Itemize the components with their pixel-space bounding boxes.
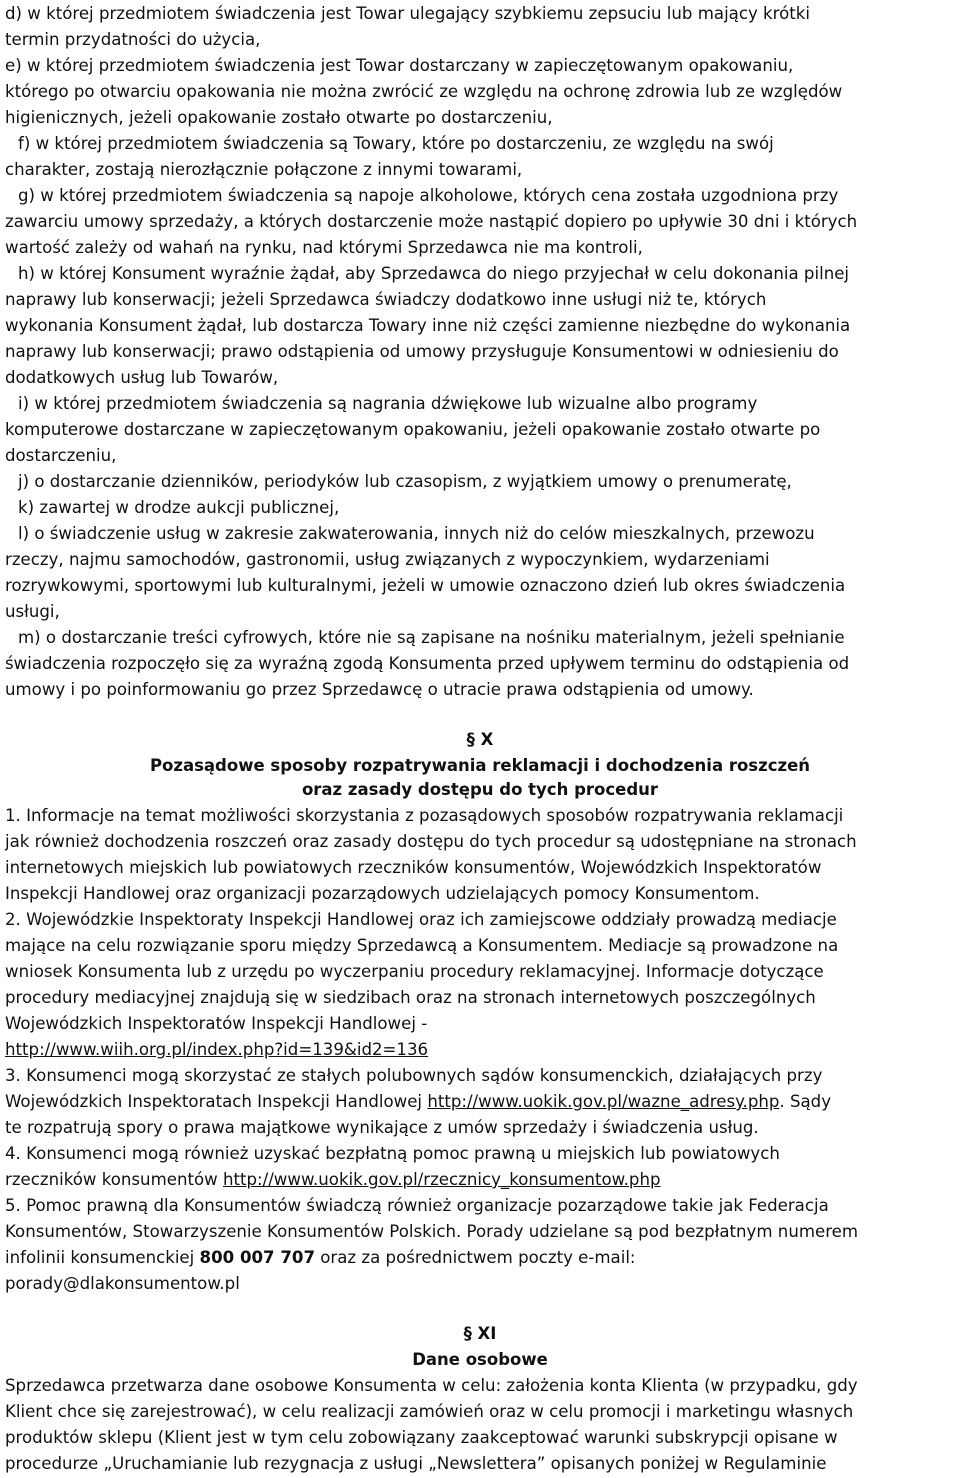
list-item-m-line3: umowy i po poinformowaniu go przez Sprzedawcę o utracie prawa odstąpienia od umowy. (5, 680, 754, 699)
section-x-title-line1: Pozasądowe sposoby rozpatrywania reklamacji i dochodzenia roszczeń (149, 756, 811, 775)
list-item-k: k) zawartej w drodze aukcji publicznej, (18, 498, 340, 517)
list-item-i-line1: i) w której przedmiotem świadczenia są nagrania dźwiękowe lub wizualne albo programy (18, 394, 758, 413)
section-x-p1-line1: 1. Informacje na temat możliwości skorzystania z pozasądowych sposobów rozpatrywania reklamacji (5, 806, 844, 825)
list-item-j: j) o dostarczanie dzienników, periodyków lub czasopism, z wyjątkiem umowy o prenumeratę, (18, 472, 792, 491)
section-x-p3-line2-tail: . Sądy (779, 1092, 832, 1111)
list-item-m-line2: świadczenia rozpoczęło się za wyraźną zgodą Konsumenta przed upływem terminu do odstąpienia od (5, 654, 850, 673)
list-item-h-line4: naprawy lub konserwacji; prawo odstąpienia od umowy przysługuje Konsumentowi w odniesieniu do (5, 342, 839, 361)
section-x-p2-line2: mające na celu rozwiązanie sporu między Sprzedawcą a Konsumentem. Mediacje są prowadzone na (5, 936, 839, 955)
section-x-p5-line1: 5. Pomoc prawną dla Konsumentów świadczą również organizacje pozarządowe takie jak Federacja (5, 1196, 829, 1215)
section-xi-p1-line4: procedurze „Uruchamianie lub rezygnacja z usługi „Newslettera” opisanych poniżej w Regulaminie (5, 1454, 827, 1473)
section-x-p4-line1: 4. Konsumenci mogą również uzyskać bezpłatną pomoc prawną u miejskich lub powiatowych (5, 1144, 780, 1163)
list-item-l-line1: l) o świadczenie usług w zakresie zakwaterowania, innych niż do celów mieszkalnych, przewozu (18, 524, 815, 543)
uokik-rzecznicy-link[interactable]: http://www.uokik.gov.pl/rzecznicy_konsumentow.php (222, 1170, 661, 1189)
section-x-p5-line3 (5, 1248, 636, 1268)
list-item-h-line5: dodatkowych usług lub Towarów, (5, 368, 279, 387)
list-item-h-line2: naprawy lub konserwacji; jeżeli Sprzedawca świadczy dodatkowo inne usługi niż te, których (5, 290, 767, 309)
section-xi-number: § XI (463, 1324, 497, 1343)
list-item-h-line3: wykonania Konsument żądał, lub dostarcza Towary inne niż części zamienne niezbędne do wykonania (5, 316, 851, 335)
list-item-l-line2: rzeczy, najmu samochodów, gastronomii, usług związanych z wypoczynkiem, wydarzeniami (5, 550, 770, 569)
section-x-p2-line4: procedury mediacyjnej znajdują się w siedzibach oraz na stronach internetowych poszczególnych (5, 988, 816, 1007)
section-x-p3-line2-text: Wojewódzkich Inspektoratach Inspekcji Handlowej (5, 1092, 428, 1111)
section-xi-p1-line2: Klient chce się zarejestrować), w celu realizacji zamówień oraz w celu promocji i marketingu własnych (5, 1402, 854, 1421)
section-x-p5-line3-text: infolinii konsumenckiej (5, 1248, 200, 1267)
section-xi-p1-line3: produktów sklepu (Klient jest w tym celu zobowiązany zaakceptować warunki subskrypcji opisane w (5, 1428, 838, 1447)
list-item-f-line1: f) w której przedmiotem świadczenia są Towary, które po dostarczeniu, ze względu na swój (18, 134, 774, 153)
section-x-p2-line6 (5, 1040, 428, 1060)
section-x-p3-line1: 3. Konsumenci mogą skorzystać ze stałych polubownych sądów konsumenckich, działających przy (5, 1066, 823, 1085)
list-item-i-line2: komputerowe dostarczane w zapieczętowanym opakowaniu, jeżeli opakowanie zostało otwarte po (5, 420, 821, 439)
list-item-g-line1: g) w której przedmiotem świadczenia są napoje alkoholowe, których cena została uzgodniona przy (18, 186, 839, 205)
list-item-g-line3: wartość zależy od wahań na rynku, nad którymi Sprzedawca nie ma kontroli, (5, 238, 643, 257)
section-x-p4-line2-text: rzeczników konsumentów (5, 1170, 223, 1189)
list-item-d-line1: d) w której przedmiotem świadczenia jest Towar ulegający szybkiemu zepsuciu lub mający krótki (5, 4, 811, 23)
list-item-e-line2: którego po otwarciu opakowania nie można zwrócić ze względu na ochronę zdrowia lub ze względów (5, 82, 843, 101)
section-x-number: § X (466, 730, 494, 749)
section-x-p3-line2 (5, 1092, 831, 1112)
section-x-p2-line3: wniosek Konsumenta lub z urzędu po wyczerpaniu procedury reklamacyjnej. Informacje dotyczące (5, 962, 824, 981)
list-item-i-line3: dostarczeniu, (5, 446, 117, 465)
list-item-l-line3: rozrywkowymi, sportowymi lub kulturalnymi, jeżeli w umowie oznaczono dzień lub okres świadczenia (5, 576, 846, 595)
contact-email: porady@dlakonsumentow.pl (5, 1274, 240, 1293)
list-item-f-line2: charakter, zostają nierozłącznie połączone z innymi towarami, (5, 160, 523, 179)
list-item-g-line2: zawarciu umowy sprzedaży, a których dostarczenie może nastąpić dopiero po upływie 30 dni i których (5, 212, 858, 231)
list-item-e-line1: e) w której przedmiotem świadczenia jest Towar dostarczany w zapieczętowanym opakowaniu, (5, 56, 794, 75)
list-item-h-line1: h) w której Konsument wyraźnie żądał, aby Sprzedawca do niego przyjechał w celu dokonania pilnej (18, 264, 850, 283)
section-x-p5-line2: Konsumentów, Stowarzyszenie Konsumentów Polskich. Porady udzielane są pod bezpłatnym numerem (5, 1222, 859, 1241)
section-x-p4-line2 (5, 1170, 661, 1190)
section-x-p2-line5: Wojewódzkich Inspektoratów Inspekcji Handlowej - (5, 1014, 428, 1033)
list-item-m-line1: m) o dostarczanie treści cyfrowych, które nie są zapisane na nośniku materialnym, jeżeli spełnianie (18, 628, 845, 647)
wiih-link[interactable]: http://www.wiih.org.pl/index.php?id=139&id2=136 (5, 1040, 429, 1059)
uokik-wazne-adresy-link[interactable]: http://www.uokik.gov.pl/wazne_adresy.php (427, 1092, 780, 1111)
section-x-title-line2: oraz zasady dostępu do tych procedur (301, 780, 659, 799)
section-x-p1-line4: Inspekcji Handlowej oraz organizacji pozarządowych udzielających pomocy Konsumentom. (5, 884, 760, 903)
section-xi-title: Dane osobowe (412, 1350, 548, 1369)
hotline-number: 800 007 707 (199, 1248, 315, 1267)
section-x-p3-line3: te rozpatrują spory o prawa majątkowe wynikające z umów sprzedaży i świadczenia usług. (5, 1118, 759, 1137)
section-xi-p1-line1: Sprzedawca przetwarza dane osobowe Konsumenta w celu: założenia konta Klienta (w przypadku, gdy (5, 1376, 858, 1395)
list-item-e-line3: higienicznych, jeżeli opakowanie zostało otwarte po dostarczeniu, (5, 108, 553, 127)
section-x-p1-line3: internetowych miejskich lub powiatowych rzeczników konsumentów, Wojewódzkich Inspektoratów (5, 858, 822, 877)
section-x-p5-line3-tail: oraz za pośrednictwem poczty e-mail: (315, 1248, 636, 1267)
list-item-d-line2: termin przydatności do użycia, (5, 30, 261, 49)
list-item-l-line4: usługi, (5, 602, 60, 621)
section-x-p1-line2: jak również dochodzenia roszczeń oraz zasady dostępu do tych procedur są udostępniane na stronach (5, 832, 857, 851)
section-x-p2-line1: 2. Wojewódzkie Inspektoraty Inspekcji Handlowej oraz ich zamiejscowe oddziały prowadzą mediacje (5, 910, 837, 929)
